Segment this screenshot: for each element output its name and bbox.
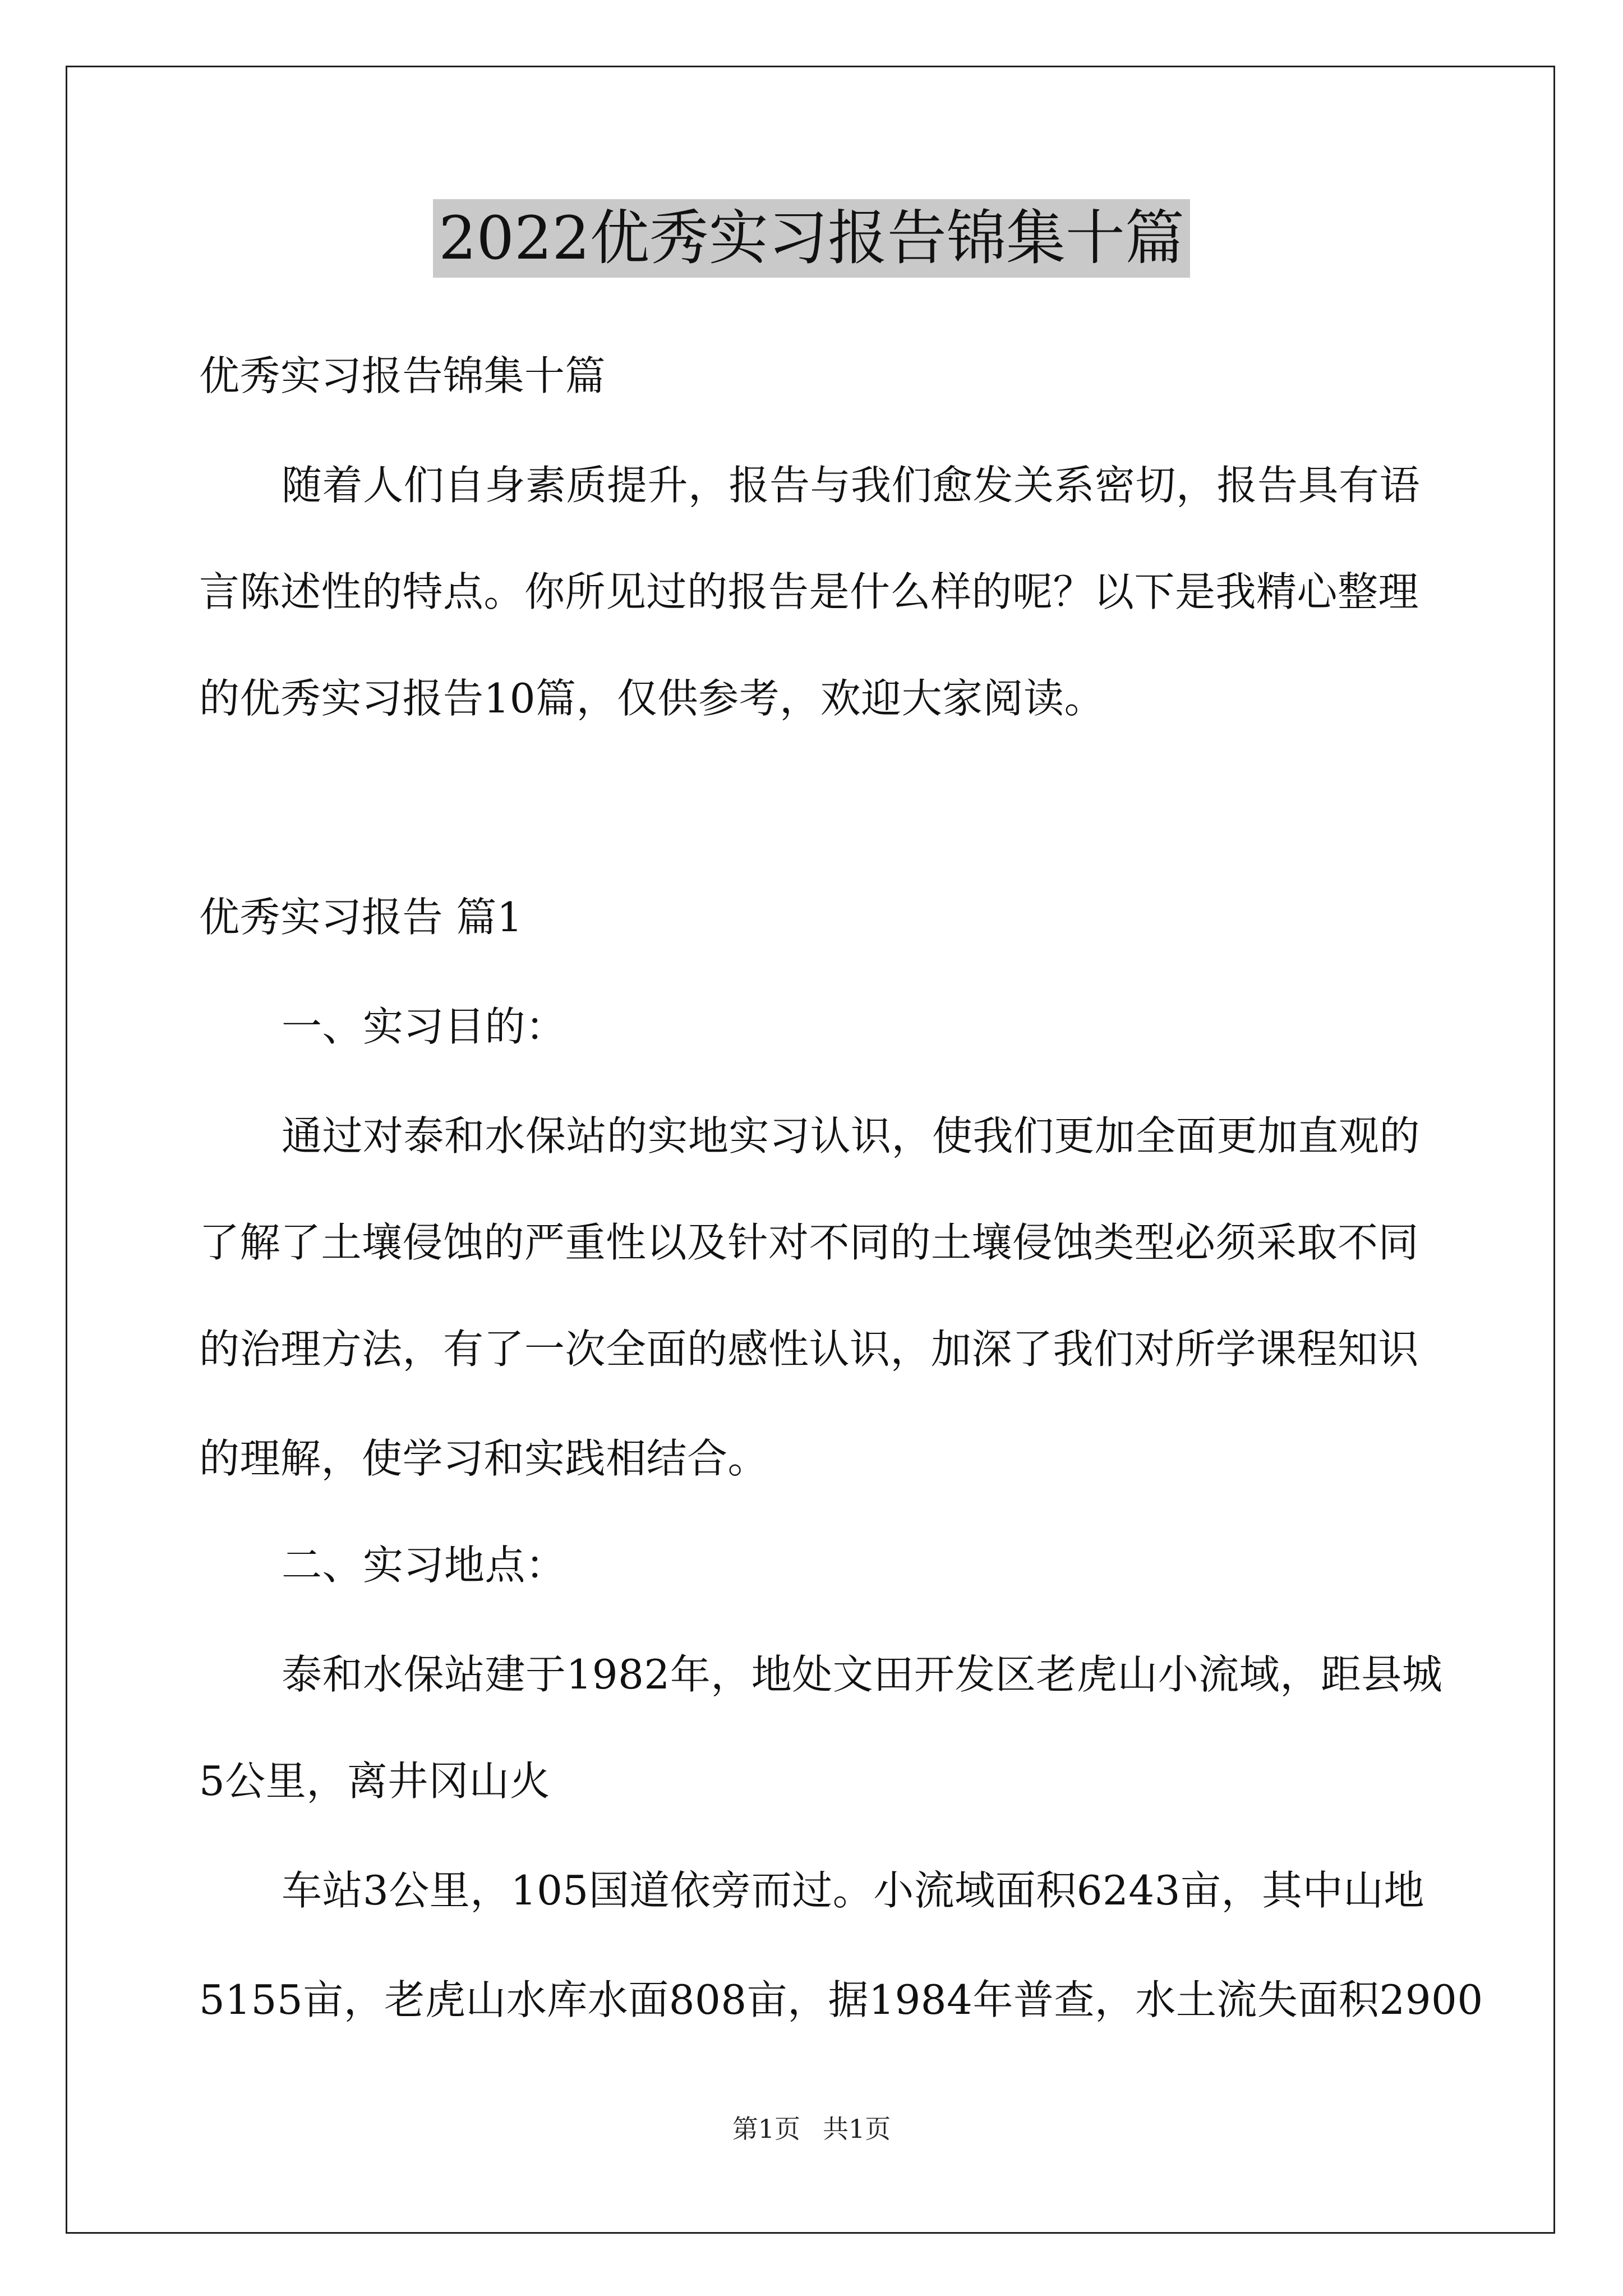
subsection-heading: 二、实习地点： <box>282 1542 566 1589</box>
body-line: 车站3公里，105国道依旁而过。小流域面积6243亩，其中山地 <box>282 1867 1424 1914</box>
document-title <box>0 199 1623 283</box>
section-heading: 优秀实习报告 篇1 <box>199 894 523 941</box>
document-title-text: 2022优秀实习报告锦集十篇 <box>433 199 1190 278</box>
subsection-heading: 一、实习目的： <box>282 1003 566 1050</box>
body-line: 的理解，使学习和实践相结合。 <box>199 1435 769 1482</box>
body-line: 泰和水保站建于1982年，地处文田开发区老虎山小流域，距县城 <box>282 1651 1443 1698</box>
body-line: 了解了土壤侵蚀的严重性以及针对不同的土壤侵蚀类型必须采取不同 <box>199 1219 1419 1266</box>
body-line: 5155亩，老虎山水库水面808亩，据1984年普查，水土流失面积2900 <box>199 1976 1483 2023</box>
body-line: 通过对泰和水保站的实地实习认识，使我们更加全面更加直观的 <box>282 1112 1421 1159</box>
page-number: 第1页 <box>732 2114 800 2144</box>
body-line: 5公里，离井冈山火 <box>199 1757 551 1805</box>
page-footer <box>0 2112 1623 2146</box>
body-line-subtitle: 优秀实习报告锦集十篇 <box>199 352 606 399</box>
body-line: 言陈述性的特点。你所见过的报告是什么样的呢？以下是我精心整理 <box>199 568 1419 615</box>
body-line: 的优秀实习报告10篇，仅供参考，欢迎大家阅读。 <box>199 675 1105 722</box>
body-line: 随着人们自身素质提升，报告与我们愈发关系密切，报告具有语 <box>282 462 1421 509</box>
body-line: 的治理方法，有了一次全面的感性认识，加深了我们对所学课程知识 <box>199 1326 1419 1373</box>
page-total: 共1页 <box>823 2114 891 2144</box>
